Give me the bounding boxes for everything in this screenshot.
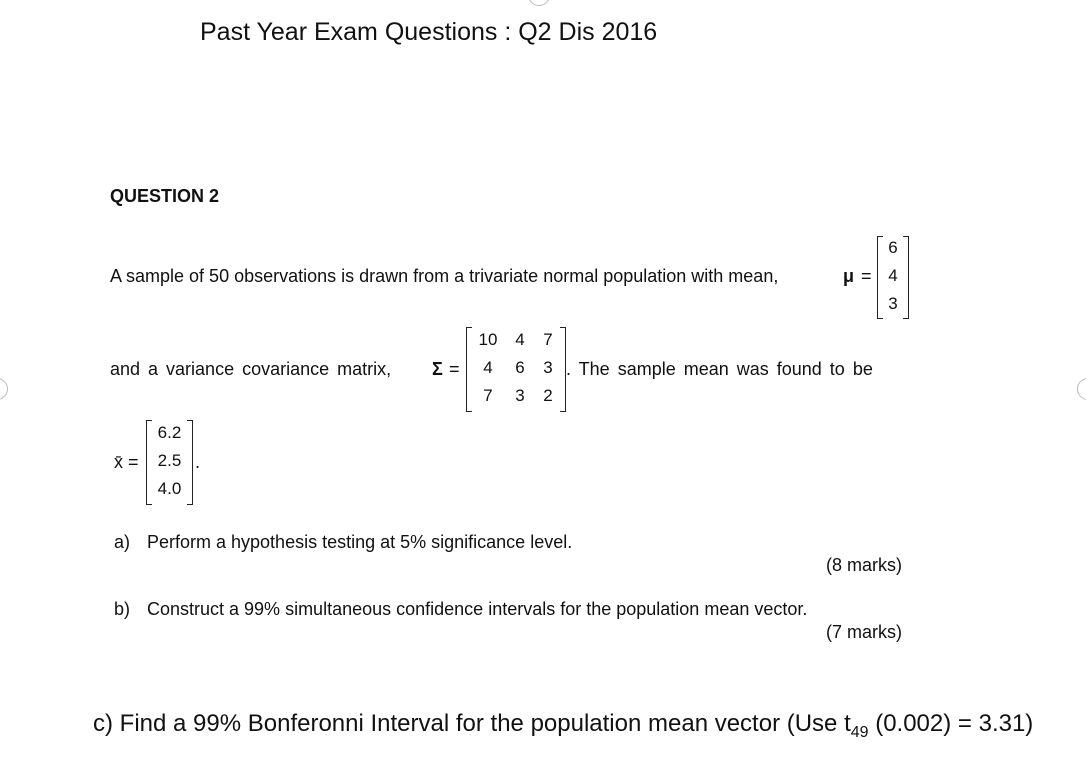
xbar-symbol: x̄ <box>114 452 123 472</box>
mu-symbol: μ <box>843 266 855 286</box>
nav-circle-left <box>0 378 8 400</box>
covariance-line-suffix: . The sample mean was found to be <box>566 359 873 379</box>
sigma-cell: 4 <box>483 358 493 377</box>
xbar-vector-entry: 2.5 <box>157 451 182 470</box>
sigma-equals: = <box>449 359 460 379</box>
part-b-label: b) <box>114 599 131 619</box>
question-heading: QUESTION 2 <box>110 186 220 206</box>
sigma-cell: 4 <box>515 330 525 349</box>
intro-line: A sample of 50 observations is drawn from a trivariate normal population with mean, <box>110 266 779 286</box>
sigma-cell: 7 <box>483 386 493 405</box>
part-a-marks: (8 marks) <box>826 555 902 575</box>
sigma-cell: 10 <box>478 330 498 349</box>
xbar-vector <box>146 420 193 505</box>
page-title: Past Year Exam Questions : Q2 Dis 2016 <box>200 18 658 46</box>
part-c-text-before: c) Find a 99% Bonferonni Interval for the population mean vector (Use t <box>93 710 851 737</box>
xbar-period: . <box>195 452 201 472</box>
sigma-symbol: Σ <box>432 359 443 379</box>
xbar-vector-entry: 6.2 <box>157 423 182 442</box>
mu-vector-entry: 6 <box>888 238 898 257</box>
sigma-cell: 3 <box>515 386 525 405</box>
sigma-cell: 3 <box>543 358 553 377</box>
nav-circle-right <box>1077 378 1086 400</box>
part-c-subscript: 49 <box>850 723 869 741</box>
mu-vector <box>877 236 909 319</box>
sigma-matrix <box>466 327 566 412</box>
mu-vector-entry: 4 <box>888 266 898 285</box>
part-b-marks: (7 marks) <box>826 622 902 642</box>
xbar-equals: = <box>128 452 139 472</box>
sigma-cell: 6 <box>515 358 525 377</box>
sigma-cell: 7 <box>543 330 553 349</box>
part-b-text: Construct a 99% simultaneous confidence intervals for the population mean vector. <box>147 599 808 619</box>
nav-circle-top <box>528 0 550 6</box>
part-a-text: Perform a hypothesis testing at 5% significance level. <box>147 532 573 552</box>
xbar-vector-entry: 4.0 <box>157 479 182 498</box>
mu-equals: = <box>861 266 872 286</box>
part-a-label: a) <box>114 532 131 552</box>
part-c-question <box>93 710 1033 742</box>
mu-vector-entry: 3 <box>888 294 898 313</box>
part-c-text-after: (0.002) = 3.31) <box>868 710 1034 737</box>
covariance-line-prefix: and a variance covariance matrix, <box>110 359 392 379</box>
sigma-cell: 2 <box>543 386 553 405</box>
